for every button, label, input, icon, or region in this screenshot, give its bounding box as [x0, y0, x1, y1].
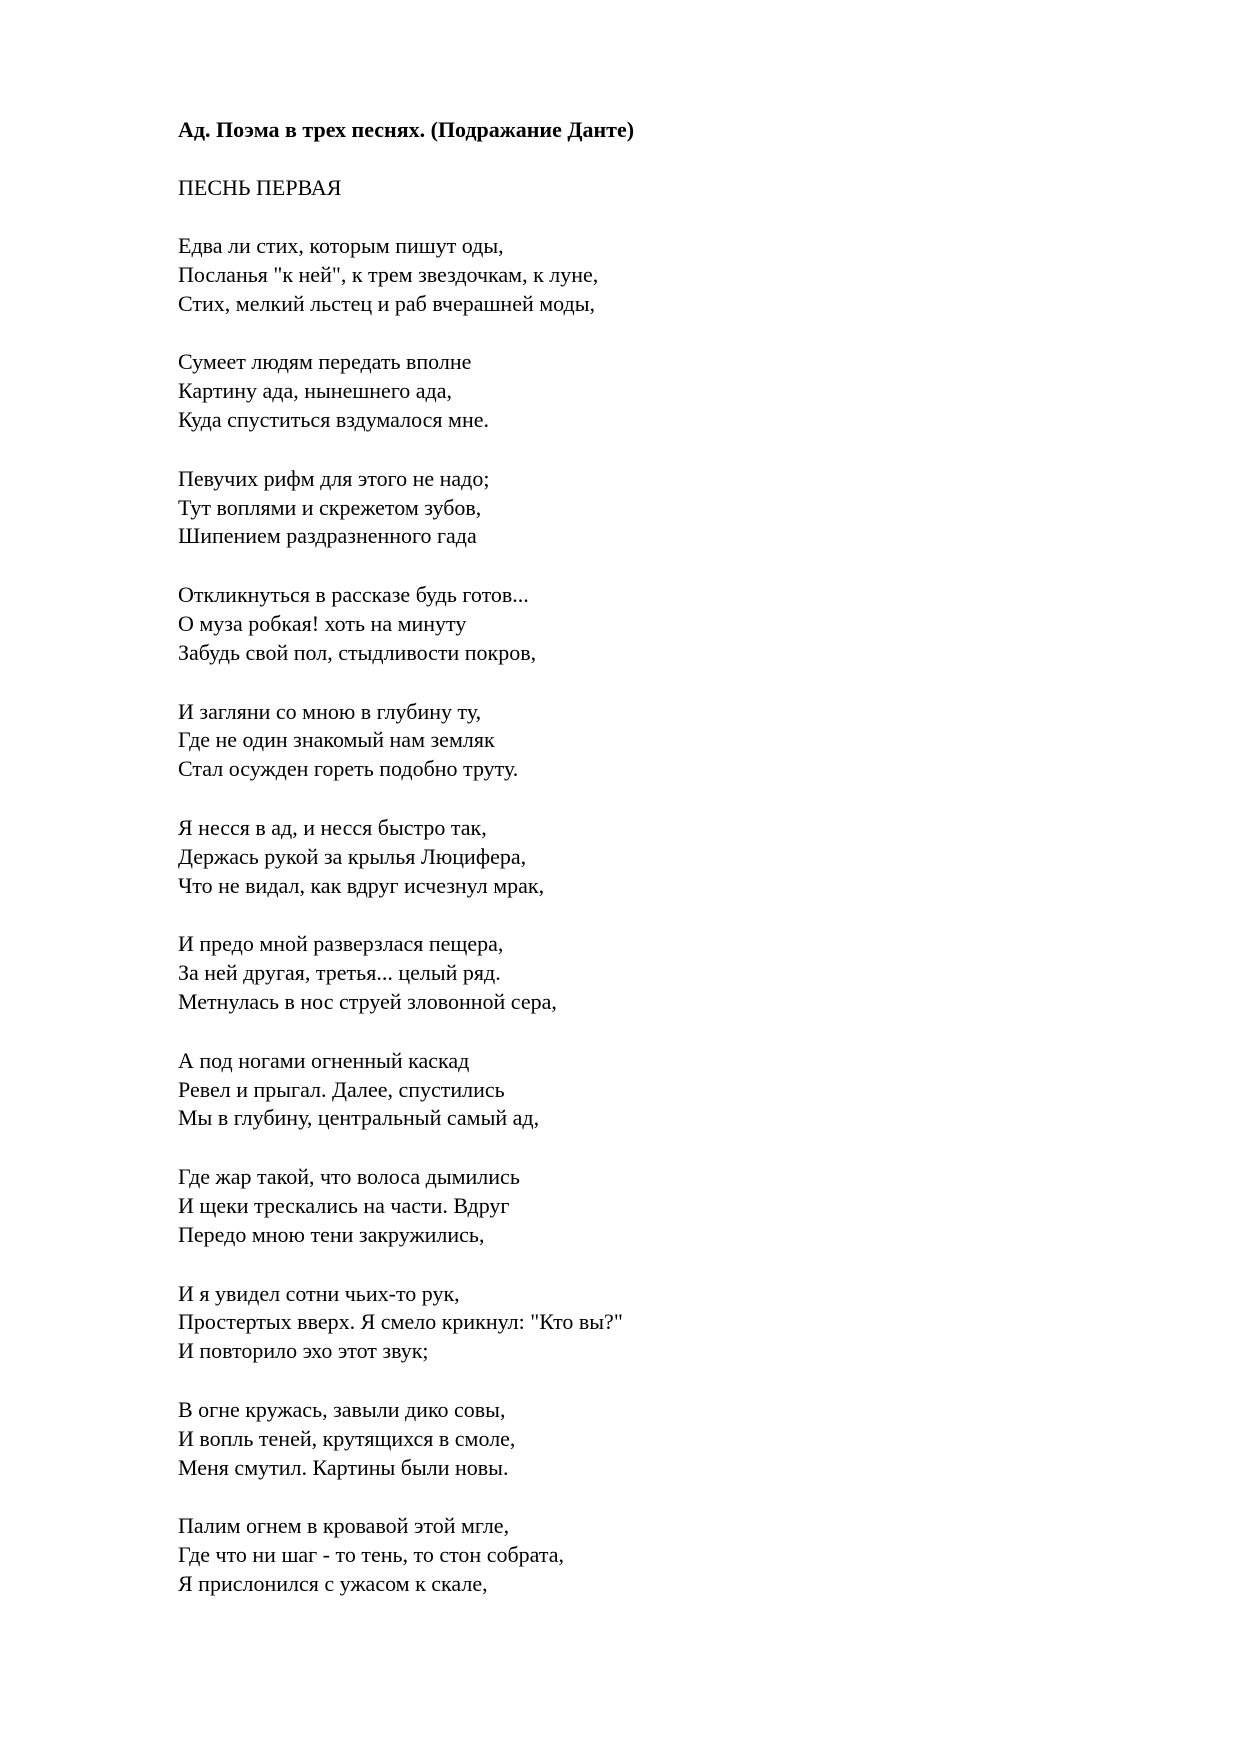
stanza — [178, 930, 1178, 1016]
verse-line: Где не один знакомый нам земляк — [178, 727, 495, 753]
verse-line: Где жар такой, что волоса дымились — [178, 1164, 520, 1190]
verse-line: Откликнуться в рассказе будь готов... — [178, 582, 529, 608]
verse-line: Метнулась в нос струей зловонной сера, — [178, 988, 557, 1014]
verse-line: Меня смутил. Картины были новы. — [178, 1454, 509, 1480]
verse-line: Сумеет людям передать вполне — [178, 349, 472, 375]
verse-line: Едва ли стих, которым пишут оды, — [178, 233, 504, 258]
stanza — [178, 581, 1178, 667]
verse-line: Куда спуститься вздумалося мне. — [178, 406, 489, 432]
verse-line: Ревел и прыгал. Далее, спустились — [178, 1076, 505, 1102]
verse-line: Посланья "к ней", к трем звездочкам, к луне, — [178, 261, 599, 287]
stanza — [178, 348, 1178, 434]
verse-line: Певучих рифм для этого не надо; — [178, 465, 490, 491]
stanza — [178, 1163, 1178, 1249]
verse-line: В огне кружась, завыли дико совы, — [178, 1396, 506, 1422]
verse-line: Шипением раздразненного гада — [178, 523, 477, 549]
document-page — [178, 116, 1178, 1629]
verse-line: И повторило эхо этот звук; — [178, 1338, 429, 1364]
stanza — [178, 1280, 1178, 1366]
verse-line: Я несся в ад, и несся быстро так, — [178, 814, 487, 840]
poem-title: Ад. Поэма в трех песнях. (Подражание Данте) — [178, 117, 635, 142]
poem-body — [178, 232, 1178, 1599]
stanza — [178, 814, 1178, 900]
verse-line: О муза робкая! хоть на минуту — [178, 610, 467, 636]
verse-line: Палим огнем в кровавой этой мгле, — [178, 1513, 510, 1539]
verse-line: Что не видал, как вдруг исчезнул мрак, — [178, 872, 545, 898]
verse-line: Держась рукой за крылья Люцифера, — [178, 843, 527, 869]
canto-heading: ПЕСНЬ ПЕРВАЯ — [178, 175, 342, 200]
verse-line: Стих, мелкий льстец и раб вчерашней моды, — [178, 290, 595, 316]
stanza — [178, 1396, 1178, 1482]
stanza — [178, 232, 1178, 318]
verse-line: Картину ада, нынешнего ада, — [178, 378, 453, 404]
verse-line: Стал осужден гореть подобно труту. — [178, 756, 519, 782]
verse-line: И вопль теней, крутящихся в смоле, — [178, 1425, 516, 1451]
verse-line: И я увидел сотни чьих-то рук, — [178, 1280, 460, 1306]
stanza — [178, 698, 1178, 784]
verse-line: Я прислонился с ужасом к скале, — [178, 1570, 488, 1596]
stanza — [178, 1512, 1178, 1598]
verse-line: Где что ни шаг - то тень, то стон собрата, — [178, 1542, 565, 1568]
verse-line: А под ногами огненный каскад — [178, 1047, 470, 1073]
verse-line: Забудь свой пол, стыдливости покров, — [178, 639, 537, 665]
verse-line: Мы в глубину, центральный самый ад, — [178, 1105, 540, 1131]
stanza — [178, 1047, 1178, 1133]
verse-line: И щеки трескались на части. Вдруг — [178, 1192, 510, 1218]
verse-line: И загляни со мною в глубину ту, — [178, 698, 482, 724]
verse-line: И предо мной разверзлася пещера, — [178, 931, 504, 957]
verse-line: За ней другая, третья... целый ряд. — [178, 960, 501, 986]
verse-line: Передо мною тени закружились, — [178, 1221, 485, 1247]
verse-line: Простертых вверх. Я смело крикнул: "Кто вы?" — [178, 1309, 623, 1335]
verse-line: Тут воплями и скрежетом зубов, — [178, 494, 482, 520]
stanza — [178, 465, 1178, 551]
